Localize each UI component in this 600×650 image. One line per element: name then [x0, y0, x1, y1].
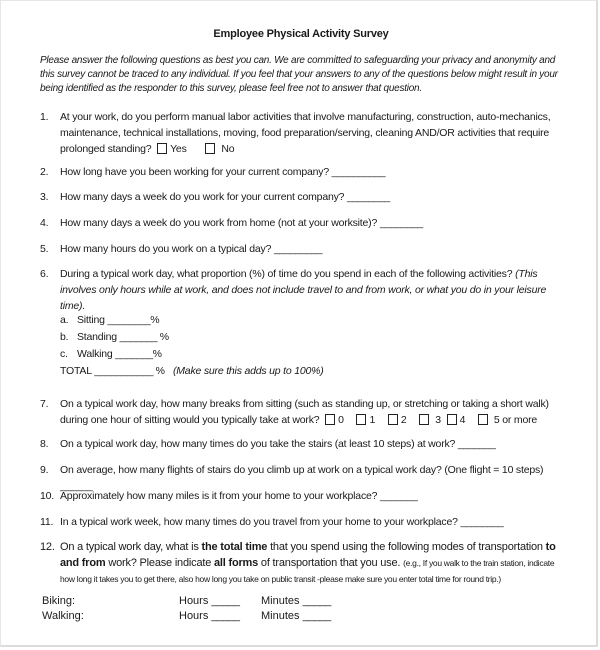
activity-walking: c. Walking _______% [60, 348, 162, 360]
option-0[interactable]: 0 [325, 414, 344, 426]
answer-blank[interactable]: ______ [60, 480, 93, 492]
answer-blank[interactable]: _______ [115, 348, 153, 360]
activity-total: TOTAL ___________ % (Make sure this adds up to 100%) [60, 365, 324, 377]
checkbox[interactable] [478, 414, 488, 425]
total-note: (Make sure this adds up to 100%) [172, 365, 324, 377]
question-text: On average, how many flights of stairs do you climb up at work on a typical work day? (One flight = 10 steps) [60, 464, 544, 476]
question-text: How many hours do you work on a typical day? [60, 243, 272, 255]
question-8 [40, 436, 570, 452]
question-11 [40, 514, 570, 530]
answer-blank[interactable]: ________ [347, 191, 390, 203]
question-number: 5. [40, 243, 49, 255]
question-text: How many days a week do you work from home (not at your worksite)? [60, 217, 378, 229]
question-4 [40, 215, 570, 231]
activity-standing: b. Standing _______ % [60, 331, 169, 343]
question-text: How many days a week do you work for your current company? [60, 191, 345, 203]
checkbox[interactable] [325, 414, 335, 425]
document-title: Employee Physical Activity Survey [213, 28, 389, 40]
checkbox[interactable] [356, 414, 366, 425]
answer-blank[interactable]: _______ [119, 331, 157, 343]
minutes-blank[interactable]: _____ [302, 610, 331, 622]
hours-blank[interactable]: _____ [211, 595, 240, 607]
question-number: 6. [40, 268, 49, 280]
question-number: 10. [40, 490, 54, 502]
option-2[interactable]: 2 [388, 414, 407, 426]
question-text: On a typical work day, how many times do you take the stairs (at least 10 steps) at work? [60, 438, 456, 450]
question-text: On a typical work day, how many breaks from sitting (such as standing up, or stretching or taking a short walk) during one hour of sitting would you typically take at work? [60, 398, 549, 426]
checkbox[interactable] [388, 414, 398, 425]
checkbox[interactable] [447, 414, 457, 425]
question-number: 3. [40, 191, 49, 203]
question-text: In a typical work week, how many times do you travel from your home to your workplace? [60, 516, 458, 528]
option-5-or-more[interactable]: 5 or more [478, 414, 537, 426]
answer-blank[interactable]: ________ [107, 314, 151, 326]
question-note: (e.g., If you walk to the train station, indicate how long it takes you to get there, also how long you take on public transit -please make sure you enter total time for round trip.) [60, 558, 555, 584]
checkbox[interactable] [157, 143, 167, 154]
checkbox[interactable] [419, 414, 429, 425]
question-text: Approximately how many miles is it from your home to your workplace? [60, 490, 378, 502]
answer-blank[interactable]: ________ [379, 217, 423, 229]
question-text: How long have you been working for your current company? [60, 166, 329, 178]
intro-paragraph: Please answer the following questions as best you can. We are committed to safeguarding your privacy and anonymity and this survey cannot be traced to any individual. If you feel that your answers to any of the questions below might result in your being identified as the responder to this survey, please feel free not to answer that question. [40, 55, 558, 94]
answer-blank[interactable]: ___________ [94, 365, 153, 377]
option-yes[interactable]: Yes [157, 143, 187, 155]
minutes-blank[interactable]: _____ [302, 595, 331, 607]
question-number: 1. [40, 111, 49, 123]
answer-blank[interactable]: ________ [460, 516, 504, 528]
question-12: 12. On a typical work day, what is the total time that you spend using the following modes of transportation to and from work? Please indicate all forms of transportation that you use. (e.g., If you walk to the train station, indicate how long it takes you to get there, also how long you take on public transit -please make sure you enter total time for round trip.) [40, 541, 556, 584]
question-7 [40, 396, 570, 428]
question-5 [40, 241, 570, 257]
question-number: 11. [40, 516, 54, 528]
option-1[interactable]: 1 [356, 414, 375, 426]
option-4[interactable]: 4 [447, 414, 466, 426]
document-page: Employee Physical Activity Survey Please answer the following questions as best you can. We are committed to safeguarding your privacy and anonymity and this survey cannot be traced to any individual. If you feel that your answers to any of the questions below might result in your being identified as the responder to this survey, please feel free not to answer that question. 1. At your work, do you perform manual labor activities that involve manufacturing, construction, auto-mechanics, maintenance, technical installations, moving, food preparation/serving, cleaning AND/OR activities that require prolonged standing? Yes No 2. How long have you been working for your current company? __________ 3. How many days a week do you work for your current company? ________ 4. How many days a week do you work from home (not at your worksite)? ________ 5. How many hours do you work on a typical day? _________ 6. During a typical work day, what proportion (%) of time do you spend in each of the following activities? (This involves only hours while at work, and does not include travel to and from work, or what you do in your leisure time). a. Sitting ________% b. Standing _______ % c. Walking _______% TOTAL ___________ % (Make sure this adds up to 100%) 7. On a typical work day, how many breaks from sitting (such as standing up, or stretching or taking a short walk) during one hour of sitting would you typically take at work? 0 1 2 3 4 5 or more 8. On a typical work day, how many times do you take the stairs (at least 10 steps) at work? _______ 9. On average, how many flights of stairs do you climb up at work on a typical work day? (One flight = 10 steps) ______ 10. Approximately how many miles is it from your home to your workplace? _______ 11. In a typical work week, how many times do you travel from your home to your workplace? ________ 12. On a typical work day, what is the total time that you spend using the following modes of transportation to and from work? Please indicate all forms of transportation that you use. (e.g., If you walk to the train station, indicate how long it takes you to get there, also how long you take on public transit -please make sure you enter total time for round trip.) Biking: Hours _____ Minutes _____ Walking: Hours _____ Minutes _____ [0, 0, 598, 647]
answer-blank[interactable]: _______ [380, 490, 418, 502]
hours-blank[interactable]: _____ [211, 610, 240, 622]
question-3 [40, 189, 570, 205]
answer-blank[interactable]: __________ [331, 166, 386, 178]
question-text: During a typical work day, what proportion (%) of time do you spend in each of the following activities? [60, 268, 513, 280]
question-number: 7. [40, 398, 49, 410]
question-number: 2. [40, 166, 49, 178]
question-10 [40, 488, 570, 504]
activity-sitting: a. Sitting ________% [60, 314, 160, 326]
question-6 [40, 266, 570, 314]
question-1 [40, 109, 570, 157]
question-2 [40, 164, 570, 180]
question-note: (This involves only hours while at work, and does not include travel to and from work, or what you do in your leisure time). [60, 268, 547, 312]
question-number: 8. [40, 438, 49, 450]
answer-blank[interactable]: _________ [273, 243, 323, 255]
answer-blank[interactable]: _______ [457, 438, 496, 450]
question-number: 12. [40, 541, 55, 553]
question-number: 9. [40, 464, 49, 476]
question-number: 4. [40, 217, 49, 229]
question-text: At your work, do you perform manual labor activities that involve manufacturing, construction, auto-mechanics, maintenance, technical installations, moving, food preparation/serving, cleaning AND/OR activities that require prolonged standing? [60, 111, 551, 155]
option-3[interactable]: 3 [419, 414, 441, 426]
option-no[interactable]: No [205, 143, 234, 155]
checkbox[interactable] [205, 143, 215, 154]
